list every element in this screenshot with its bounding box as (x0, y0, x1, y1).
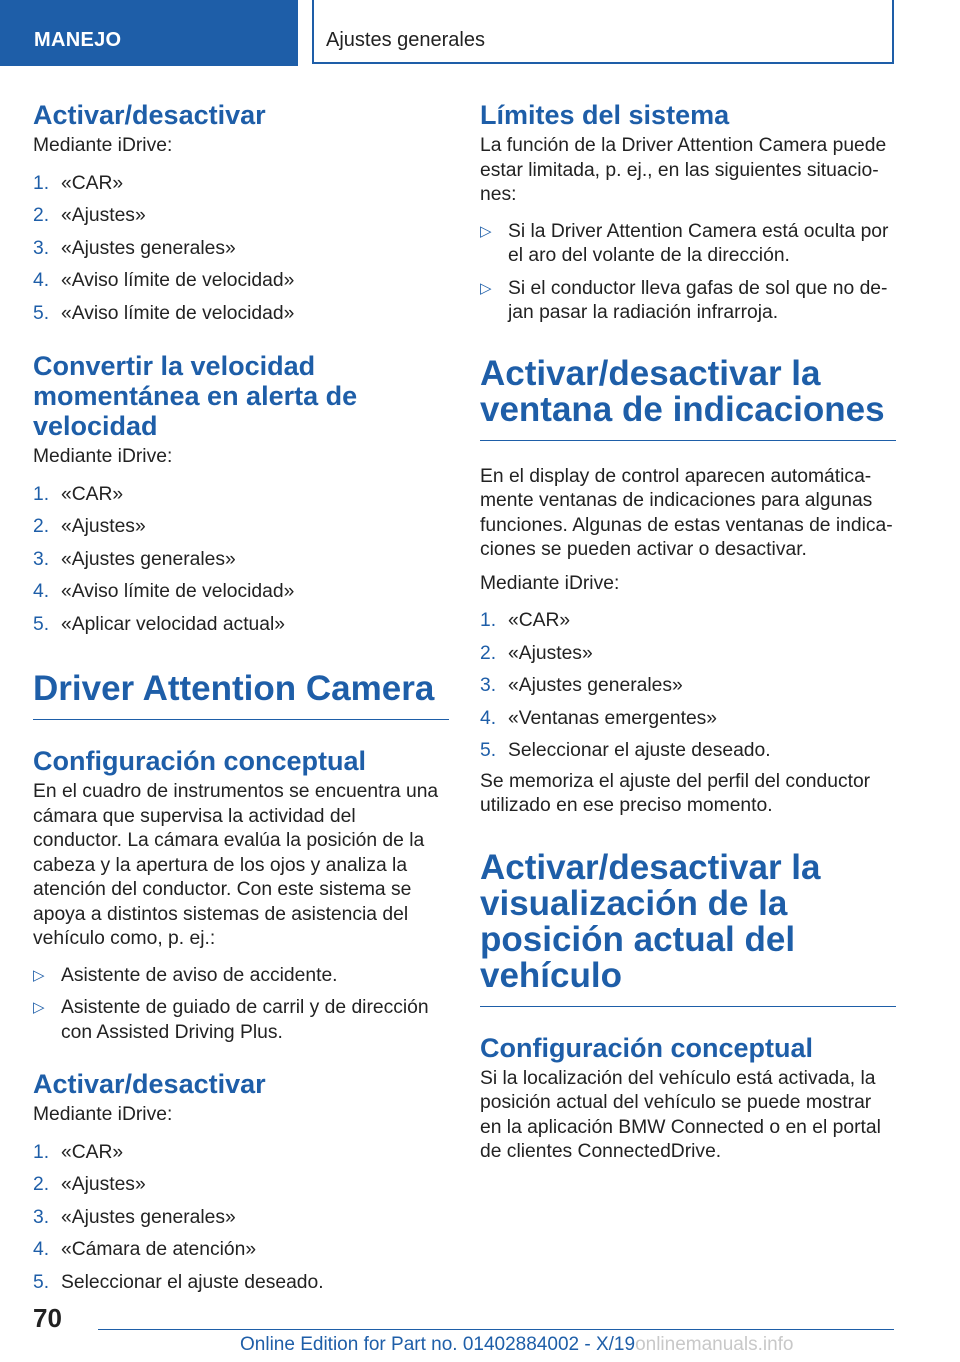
list-item: 3. «Ajustes generales» (33, 548, 236, 570)
list-item: ▷ Si el conductor lleva gafas de sol que no dejan pasar la radiación infrarroja. (480, 277, 888, 323)
heading-info-windows: Activar/desactivar la ventana de indicaciones (480, 356, 896, 441)
intro-text: Mediante iDrive: (33, 135, 173, 156)
list-item: 4. «Ventanas emergentes» (480, 707, 718, 729)
right-column (480, 100, 896, 1165)
list-item: 4. «Cámara de atención» (33, 1239, 257, 1260)
intro-text: Mediante iDrive: (33, 446, 173, 467)
list-item: ▷ Si la Driver Attention Camera está oculta por el aro del volante de la dirección. (480, 220, 889, 266)
heading-activate-1: Activar/desactivar (33, 100, 266, 130)
step-list (33, 483, 449, 638)
body-text: En el display de control aparecen automáticamente ventanas de indicaciones para algunas funciones. Algunas de estas ventanas de indicaciones se pueden activar o desactivar. (480, 465, 893, 560)
intro-text: Mediante iDrive: (33, 1104, 173, 1125)
heading-convert-speed: Convertir la velocidad momentánea en alerta de velocidad (33, 351, 358, 441)
heading-activate-2: Activar/desactivar (33, 1069, 266, 1099)
list-item: ▷ Asistente de guiado de carril y de dirección con Assisted Driving Plus. (33, 997, 429, 1043)
body-text: La función de la Driver Attention Camera puede estar limitada, p. ej., en las siguientes situaciones: (480, 135, 887, 205)
list-item: 2. «Ajustes» (33, 516, 146, 537)
list-item: 5. «Aviso límite de velocidad» (33, 302, 295, 324)
heading-driver-attention-camera: Driver Attention Camera (33, 671, 449, 720)
chapter-title: Ajustes generales (326, 29, 485, 51)
heading-concept-2: Configuración conceptual (480, 1032, 814, 1063)
list-item: 2. «Ajustes» (33, 1174, 146, 1195)
triangle-bullet-icon: ▷ (480, 279, 492, 297)
body-text: En el cuadro de instrumentos se encuentra una cámara que supervisa la actividad del conductor. La cámara evalúa la posición de la cabeza y la apertura de los ojos y analiza la atención del conductor. Con este sistema se apoya a distintos sistemas de asistencia del vehículo como, p. ej.: (33, 781, 439, 949)
list-item: 2. «Ajustes» (480, 642, 593, 664)
triangle-bullet-icon: ▷ (33, 999, 45, 1016)
body-text: Se memoriza el ajuste del perfil del conductor utilizado en ese preciso momento. (480, 770, 871, 816)
edition-text: Online Edition for Part no. 01402884002 - X/19 (240, 1334, 636, 1355)
chapter-tab (312, 0, 894, 64)
bullet-list (480, 220, 896, 326)
triangle-bullet-icon: ▷ (33, 966, 45, 984)
left-column (33, 100, 449, 1303)
list-item: 1. «CAR» (480, 610, 571, 631)
intro-text: Mediante iDrive: (480, 572, 620, 594)
triangle-bullet-icon: ▷ (480, 222, 492, 240)
footer-edition (240, 1334, 794, 1356)
heading-concept-1: Configuración conceptual (33, 746, 367, 776)
bullet-list (33, 964, 449, 1046)
step-list (33, 172, 449, 327)
list-item: 3. «Ajustes generales» (33, 237, 236, 259)
list-item: 5. Seleccionar el ajuste deseado. (33, 1271, 324, 1293)
section-title: MANEJO (34, 29, 122, 51)
list-item: 2. «Ajustes» (33, 205, 146, 226)
footer-divider (98, 1329, 894, 1330)
watermark: onlinemanuals.info (635, 1334, 794, 1355)
heading-vehicle-position: Activar/desactivar la visualización de la posición actual del vehículo (480, 850, 896, 1007)
list-item: 3. «Ajustes generales» (33, 1206, 236, 1228)
list-item: 1. «CAR» (33, 483, 124, 505)
page-number: 70 (33, 1303, 62, 1333)
list-item: 4. «Aviso límite de velocidad» (33, 581, 295, 602)
heading-system-limits: Límites del sistema (480, 100, 730, 130)
section-tab (0, 0, 298, 66)
step-list (480, 609, 896, 764)
step-list (33, 1141, 449, 1296)
list-item: 5. «Aplicar velocidad actual» (33, 613, 286, 635)
list-item: 3. «Ajustes generales» (480, 675, 683, 696)
list-item: 1. «CAR» (33, 172, 124, 194)
list-item: ▷ Asistente de aviso de accidente. (33, 964, 449, 989)
list-item: 5. Seleccionar el ajuste deseado. (480, 740, 771, 761)
list-item: 1. «CAR» (33, 1141, 124, 1163)
list-item: 4. «Aviso límite de velocidad» (33, 270, 295, 291)
body-text: Si la localización del vehículo está activada, la posición actual del vehículo se puede mostrar en la aplicación BMW Connected o en el portal de clientes ConnectedDrive. (480, 1067, 881, 1162)
